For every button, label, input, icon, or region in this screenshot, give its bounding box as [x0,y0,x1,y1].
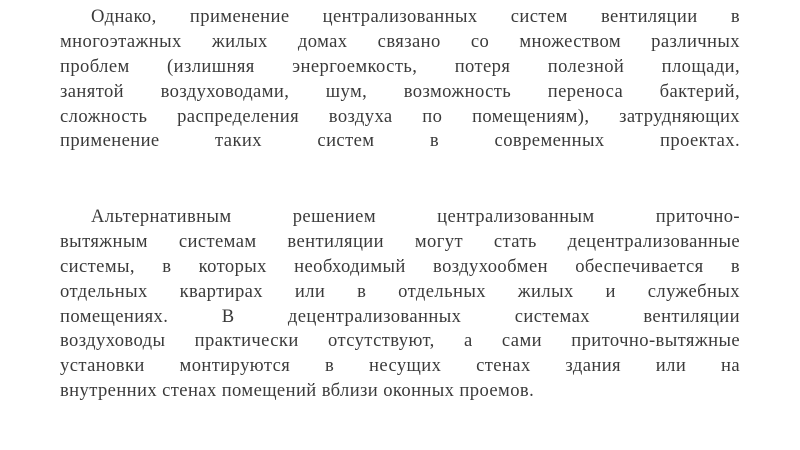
text-line: внутренних стенах помещений вблизи оконных проемов. [60,380,535,402]
text-line: проблем (излишняя энергоемкость, потеря полезной площади, [60,55,740,77]
text-line: применение таких систем в современных проектах. [60,130,740,152]
text-line: сложность распределения воздуха по помещениям), затрудняющих [60,105,740,127]
text-line: отдельных квартирах или в отдельных жилых и служебных [60,280,740,302]
text-line: Альтернативным решением централизованным приточно- [91,206,740,227]
paragraph-1 [60,5,740,154]
text-line: системы, в которых необходимый воздухообмен обеспечивается в [60,255,740,277]
text-line: установки монтируются в несущих стенах здания или на [60,355,740,377]
text-line: помещениях. В децентрализованных системах вентиляции [60,305,740,327]
text-line: Однако, применение централизованных систем вентиляции в [91,6,740,27]
text-line: занятой воздуховодами, шум, возможность переноса бактерий, [60,80,740,102]
text-line: вытяжным системам вентиляции могут стать децентрализованные [60,230,740,252]
paragraph-2 [60,205,740,404]
text-line: многоэтажных жилых домах связано со множеством различных [60,30,740,52]
text-line: воздуховоды практически отсутствуют, а сами приточно-вытяжные [60,330,740,352]
